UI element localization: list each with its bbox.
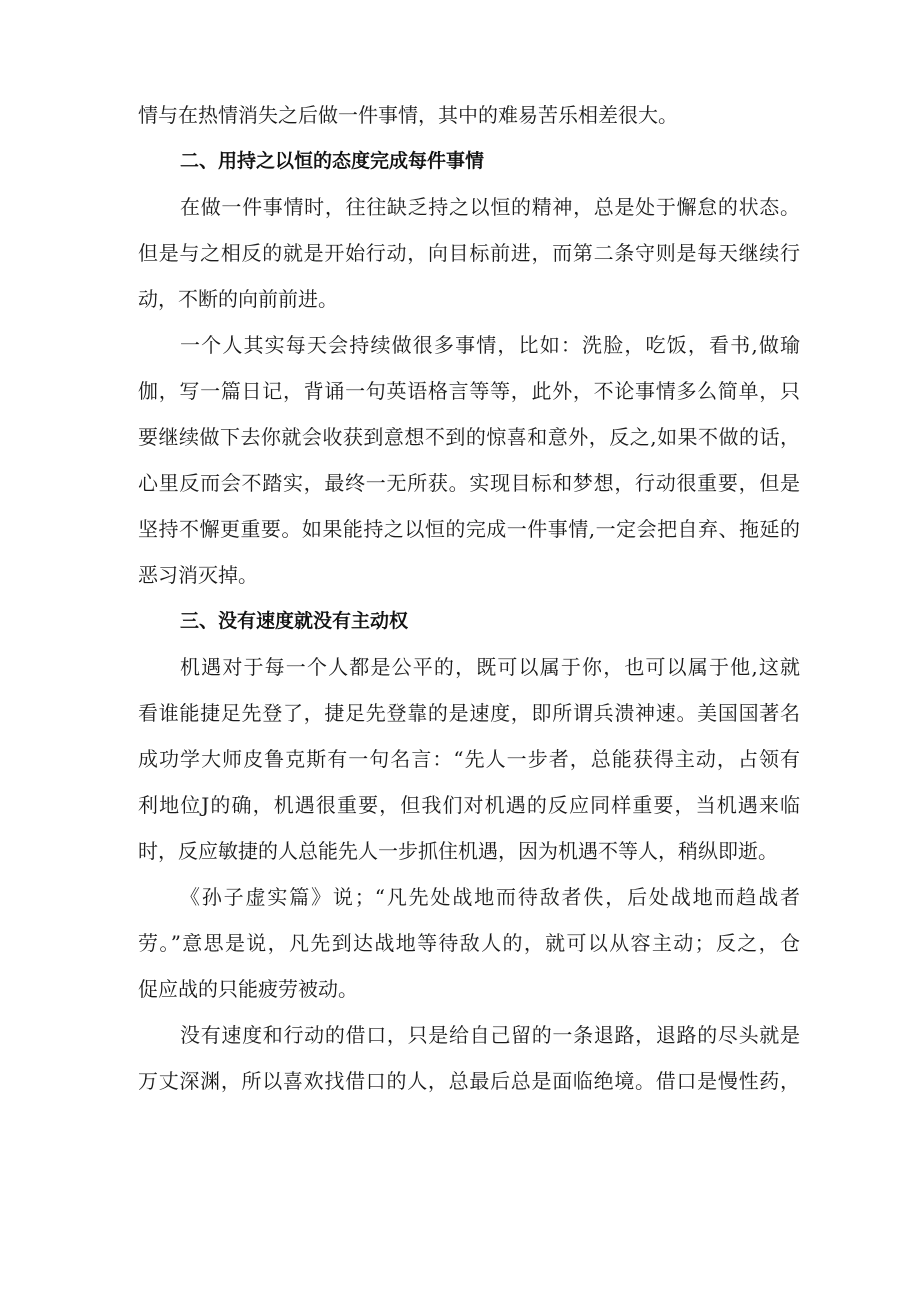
paragraph: [138, 184, 800, 322]
text-line: 伽，写一篇日记，背诵一句英语格言等等，此外，不论事情多么简单，只: [138, 379, 800, 403]
text-line: 在做一件事情时，往往缺乏持之以恒的精神，总是处于懈怠的状态。: [180, 195, 800, 219]
text-line: 利地位J的确，机遇很重要，但我们对机遇的反应同样重要，当机遇来临: [138, 793, 800, 817]
text-line: 动，不断的向前前进。: [138, 287, 338, 311]
text-line: 看谁能捷足先登了，捷足先登靠的是速度，即所谓兵溃神速。美国国著名: [138, 701, 800, 725]
text-line: 坚持不懈更重要。如果能持之以恒的完成一件事情,一定会把自弃、拖延的: [138, 517, 800, 541]
paragraph: [138, 1012, 800, 1104]
paragraph: [138, 874, 800, 1012]
text-line: 没有速度和行动的借口，只是给自己留的一条退路，退路的尽头就是: [180, 1023, 800, 1047]
text-line: 恶习消灭掉。: [138, 563, 258, 587]
text-line: 时，反应敏捷的人总能先人一步抓住机遇，因为机遇不等人，稍纵即逝。: [138, 839, 778, 863]
text-line: 成功学大师皮鲁克斯有一句名言：“先人一步者，总能获得主动，占领有: [138, 747, 800, 771]
text-line: 一个人其实每天会持续做很多事情，比如：洗脸，吃饭，看书,做瑜: [180, 333, 800, 357]
text-line: 促应战的只能疲劳被动。: [138, 977, 358, 1001]
section-heading-3: 三、没有速度就没有主动权: [180, 610, 409, 632]
paragraph-fragment: [138, 92, 800, 138]
text-line: 但是与之相反的就是开始行动，向目标前进，而第二条守则是每天继续行: [138, 241, 800, 265]
text-line: 要继续做下去你就会收获到意想不到的惊喜和意外，反之,如果不做的话，: [138, 425, 800, 449]
text-line: 情与在热情消失之后做一件事情，其中的难易苦乐相差很大。: [138, 103, 678, 127]
paragraph: [138, 644, 800, 874]
document-body: [138, 92, 800, 1104]
section-heading-2: 二、用持之以恒的态度完成每件事情: [180, 150, 485, 172]
text-line: 《孙子虚实篇》说；“凡先处战地而待敌者佚，后处战地而趋战者: [180, 885, 800, 909]
text-line: 心里反而会不踏实，最终一无所获。实现目标和梦想，行动很重要，但是: [138, 471, 800, 495]
text-line: 劳。”意思是说，凡先到达战地等待敌人的，就可以从容主动；反之，仓: [138, 931, 800, 955]
paragraph: [138, 322, 800, 598]
text-line: 万丈深渊，所以喜欢找借口的人，总最后总是面临绝境。借口是慢性药，: [138, 1069, 800, 1093]
text-line: 机遇对于每一个人都是公平的，既可以属于你，也可以属于他,这就: [180, 655, 800, 679]
